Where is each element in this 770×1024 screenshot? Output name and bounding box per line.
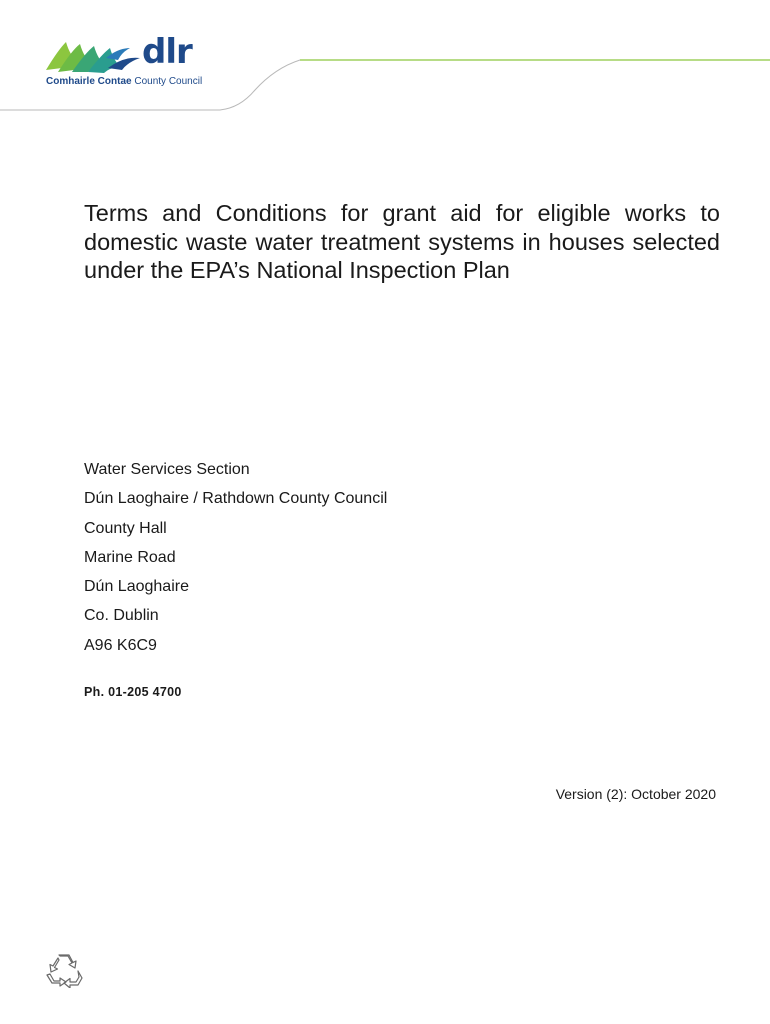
recycle-icon xyxy=(44,952,84,988)
logo-tagline-irish: Comhairle Contae xyxy=(46,76,132,87)
logo-tagline xyxy=(46,76,202,87)
address-line: Water Services Section xyxy=(84,461,250,478)
address-line: County Hall xyxy=(84,519,167,537)
address-line: Dún Laoghaire xyxy=(84,578,189,596)
address-line: A96 K6C9 xyxy=(84,636,157,654)
address-line: Dún Laoghaire / Rathdown County Council xyxy=(84,490,388,508)
address-line: Co. Dublin xyxy=(84,607,159,625)
address-block xyxy=(84,455,387,660)
document-title: Terms and Conditions for grant aid for eligible works to domestic waste water treatment systems in houses selected under the EPA’s National Inspection Plan xyxy=(84,200,720,283)
logo-wordmark: dlr xyxy=(142,32,192,72)
dlr-logo xyxy=(44,32,214,92)
logo-tagline-english: County Council xyxy=(131,76,203,87)
dlr-wave-mark-icon xyxy=(44,36,144,76)
phone-number: Ph. 01-205 4700 xyxy=(84,685,182,699)
address-line: Marine Road xyxy=(84,548,176,566)
version-label: Version (2): October 2020 xyxy=(555,786,716,802)
